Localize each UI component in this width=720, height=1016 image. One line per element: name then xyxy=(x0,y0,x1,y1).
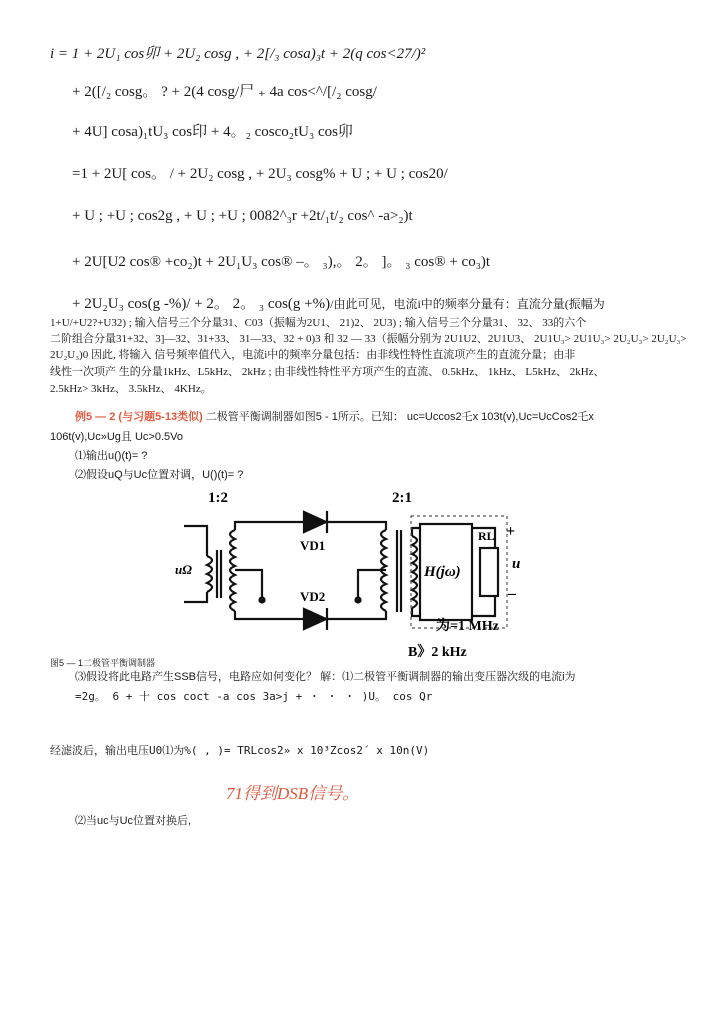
paragraph-line-3: 二阶组合分量31+32、3]—32、31+33、 31—33、32 + 0)3 和 32 — 33（振幅分别为 2U1U2、2U1U3、 2U1U₃> 2U1U₃> 2U₂U₃> 2U₂U₃> xyxy=(50,333,687,345)
dsb-result: 71得到DSB信号。 xyxy=(226,784,360,803)
diode-2-label: VD2 xyxy=(300,589,326,604)
equation-line-5: + U ; +U ; cos2g , + U ; +U ; 0082^₃r +2t/₁t/₂ cos^ -a>₂)t xyxy=(72,208,413,224)
ratio-right-label: 2:1 xyxy=(392,490,412,506)
plus-sign: + xyxy=(506,523,516,540)
question-2: ⑵假设uQ与Uc位置对调，U()(t)= ? xyxy=(75,469,244,481)
equation-line-3: + 4U] cosa)₁tU₃ cos印 + 4。₂ cosco₂tU₃ cos卯 xyxy=(72,124,353,140)
paragraph-line-4: 2U₂U₃)0 因此, 将输入 信号频率值代入，电流i中的频率分量包括：由非线性特性直流项产生的直流分量；由非 xyxy=(50,349,576,361)
equation-line-1: i = 1 + 2U₁ cos卯 + 2U₂ cosg , + 2[/₃ cosa)₃t + 2(q cos<27/)² xyxy=(50,46,426,62)
ratio-left-label: 1:2 xyxy=(208,490,228,506)
equation-line-2: + 2([/₂ cosg。 ? + 2(4 cosg/尸 ₊ 4a cos<^/[/₂ cosg/ xyxy=(72,84,377,100)
equation-line-6: + 2U[U2 cos® +co₂)t + 2U₁U₃ cos® –。 ₃),。 2。 ]。 ₃ cos® + co₃)t xyxy=(72,254,491,270)
example-header xyxy=(75,408,594,424)
filter-label: H(jω) xyxy=(424,564,461,580)
junction-dot-right xyxy=(356,598,361,603)
question-1: ⑴输出u()(t)= ? xyxy=(75,450,148,462)
load-label: RL xyxy=(478,529,495,543)
bottom-wire-right xyxy=(340,611,386,619)
current-formula: =2g。 6 + 十 cos coct -a cos 3a>j + ・ ・ ・ )U。 cos Qr xyxy=(75,690,433,703)
paragraph-line-2: 1+U/+U2?+U32) ; 输入信号三个分量31、C03（振幅为2U1、 21)2、 2U3) ; 输入信号三个分量31、 32、 33的六个 xyxy=(50,317,587,329)
primary-coil-left xyxy=(207,556,212,592)
balanced-modulator-circuit xyxy=(0,490,720,680)
source-label: uΩ xyxy=(175,562,192,577)
junction-dot-left xyxy=(260,598,265,603)
minus-sign: – xyxy=(508,585,516,602)
secondary-coil-right xyxy=(412,536,417,608)
question-2b: ⑵当uc与Uc位置对换后, xyxy=(75,815,192,827)
figure-caption: 图5 — 1二极管平衡调制器 xyxy=(50,658,156,668)
paragraph-text: /由此可见，电流i中的频率分量有：直流分量(振幅为 xyxy=(330,297,605,311)
load-resistor xyxy=(480,548,498,596)
frequency-note-1: 为=1 MHz xyxy=(436,619,499,634)
paragraph-line-5: 线性一次项产 生的分量1kHz、L5kHz、 2kHz ; 由非线性特性平方项产生的直流、 0.5kHz、 1kHz、 L5kHz、 2kHz、 xyxy=(50,366,605,378)
top-wire-right xyxy=(340,522,386,530)
paragraph-math: + 2U₂U₃ cos(g -%)/ + 2。 2。 ₃ cos(g +%) xyxy=(72,296,331,312)
center-tap-left xyxy=(235,570,262,590)
equation-line-4: =1 + 2U[ cos。 / + 2U₂ cosg , + 2U₃ cosg% + U ; + U ; cos20/ xyxy=(72,166,448,182)
example-line-2: 106t(v),Uc»Ug且 Uc>0.5Vo xyxy=(50,431,183,443)
filtered-output: 经滤波后，输出电压U0⑴为%( , )= TRLcos2» x 10³Zcos2´ x 10n(V) xyxy=(50,744,430,757)
frequency-note-2: B》2 kHz xyxy=(408,645,467,660)
input-wire-top xyxy=(184,526,207,556)
paragraph-line-6: 2.5kHz> 3kHz、 3.5kHz、 4KHz。 xyxy=(50,383,212,395)
output-wire-bottom-a xyxy=(412,608,420,616)
question-3: ⑶假设将此电路产生SSB信号，电路应如何变化？ 解：⑴二极管平衡调制器的输出变压器次级的电流i为 xyxy=(75,671,576,683)
output-wire-top-a xyxy=(412,528,420,536)
example-text: 二极管平衡调制器如图5 - 1所示。已知： uc=Uccos2乇x 103t(v),Uc=UcCos2乇x xyxy=(205,411,594,423)
input-wire-bottom xyxy=(184,592,207,602)
top-wire-left xyxy=(235,522,304,530)
load-wire-bottom xyxy=(472,596,495,616)
diode-1-label: VD1 xyxy=(300,538,326,553)
paragraph-line-1 xyxy=(72,292,605,313)
example-label: 例5 — 2 (与习题5-13类似) xyxy=(75,411,203,423)
output-label: u xyxy=(512,556,521,572)
secondary-coil-left xyxy=(230,530,235,611)
bottom-wire-left xyxy=(235,611,304,619)
